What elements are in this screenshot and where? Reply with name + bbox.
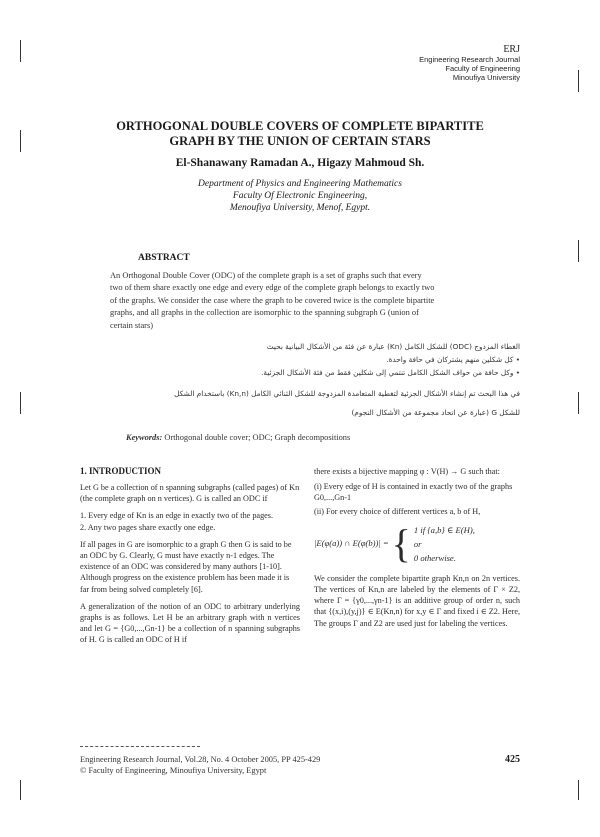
cases-lhs: |E(φ(a)) ∩ E(φ(b))| = [314,538,389,549]
abstract-line-4: graphs, and all graphs in the collection are isomorphic to the spanning subgraph G (union of [110,308,419,318]
margin-mark-right-4 [578,780,579,800]
margin-mark-right-2 [578,240,579,262]
condition-i: (i) Every edge of H is contained in exactly two of the graphs G0,...,Gn-1 [314,482,513,503]
abstract-line-5: certain stars) [110,320,154,330]
keywords [126,433,350,442]
intro-list-item-2: 2. Any two pages share exactly one edge. [80,522,216,532]
abstract-line-2: two of them share exactly one edge and every edge of the complete graph belongs to exactly two [110,283,435,293]
journal-university: Minoufiya University [452,73,520,82]
footnote-rule [80,746,200,747]
paper-title [60,119,540,149]
condition-ii: (ii) For every choice of different vertices a, b of H, [314,506,481,516]
intro-heading: 1. INTRODUCTION [80,466,162,476]
mapping-sentence: there exists a bijective mapping φ : V(H) → G such that: [314,467,500,476]
footnote [80,754,320,776]
intro-paragraph-2: If all pages in G are isomorphic to a graph G then G is said to be an ODC by G. Clearly, G must have exactly n-1 edges. The existence of an ODC was considered by many authors [1-10]. Although progress on the existence problem has been made it is far from being solved completely [6]. [80,539,292,594]
arabic-line-5: للشكل G (عبارة عن اتحاد مجموعة من الأشكال النجوم) [351,408,520,417]
arabic-line-4: في هذا البحث تم إنشاء الأشكال الجزئية لتغطية المتعامدة المزدوجة للشكل الثنائي الكامل (Kn,n) باستخدام الشكل [174,389,520,398]
cases-equation [314,520,520,566]
case-or: or [413,538,422,549]
journal-tag: ERJ [503,44,520,55]
margin-mark-left-3 [20,392,21,414]
margin-mark-left-1 [20,40,21,62]
title-line-2: GRAPH BY THE UNION OF CERTAIN STARS [169,134,431,148]
cases-values [414,523,475,565]
arabic-line-3: • وكل حافة من حواف الشكل الكامل تنتمي إلى شكلين فقط من فئة الأشكال الجزئية. [261,368,520,377]
intro-paragraph-3: A generalization of the notion of an ODC to arbitrary underlying graphs is as follows. Let H be an arbitrary graph with n vertices and let G = {G0,...,Gn-1} be a collection of n spanning subgraphs of H. G is called an ODC of H if [80,601,300,645]
arabic-line-2: • كل شكلين منهم يشتركان في حافة واحدة. [386,355,520,364]
intro-list-item-1: 1. Every edge of Kn is an edge in exactly two of the pages. [80,511,274,521]
margin-mark-right-3 [578,392,579,414]
keywords-label: Keywords: [126,433,163,442]
title-line-1: ORTHOGONAL DOUBLE COVERS OF COMPLETE BIPARTITE [116,119,484,133]
abstract-line-3: of the graphs. We consider the case where the graph to be covered twice is the complete bipartite [110,295,435,305]
journal-header [419,44,520,82]
journal-name: Engineering Research Journal [419,55,520,64]
abstract-heading: ABSTRACT [138,253,190,263]
intro-paragraph-1: Let G be a collection of n spanning subgraphs (called pages) of Kn (the complete graph on n vertices). G is called an ODC if [80,483,300,504]
right-column [314,466,520,629]
arabic-line-1: الغطاء المزدوج (ODC) للشكل الكامل (Kn) عبارة عن فئة من الأشكال البيانية بحيث [266,342,520,351]
abstract-text [110,270,520,332]
cases-brace: { [391,520,411,566]
margin-mark-right-1 [578,70,579,92]
left-column [80,482,300,646]
margin-mark-left-4 [20,780,21,800]
footnote-journal: Engineering Research Journal, Vol.28, No. 4 October 2005, PP 425-429 [80,755,321,764]
abstract-line-1: An Orthogonal Double Cover (ODC) of the complete graph is a set of graphs such that every [110,271,422,280]
case-zero: 0 otherwise. [413,552,456,563]
affiliation-line-2: Faculty Of Electronic Engineering, [232,191,368,201]
footnote-copyright: © Faculty of Engineering, Minoufiya University, Egypt [80,766,267,775]
author-list: El-Shanawany Ramadan A., Higazy Mahmoud Sh. [175,157,425,169]
margin-mark-left-2 [20,130,21,152]
keywords-value: Orthogonal double cover; ODC; Graph decompositions [164,433,351,442]
case-one: 1 if {a,b} ∈ E(H), [413,524,475,535]
arabic-abstract [110,340,520,419]
journal-faculty: Faculty of Engineering [445,64,520,73]
affiliation-line-3: Menoufiya University, Menof, Egypt. [229,203,371,213]
affiliation [60,178,540,214]
bipartite-paragraph: We consider the complete bipartite graph Kn,n on 2n vertices. The vertices of Kn,n are labeled by the elements of Γ × Z2, where Γ = {γ0,...,γn-1} is an additive group of order n, such that {(x,i),(y,j)} ∈ E(Kn,n) for x,y ∈ Γ and fixed i ∈ Z2. Here, The groups Γ and Z2 are used just for labeling the vertices. [314,573,520,628]
affiliation-line-1: Department of Physics and Engineering Mathematics [198,179,402,189]
page-number: 425 [505,754,520,765]
